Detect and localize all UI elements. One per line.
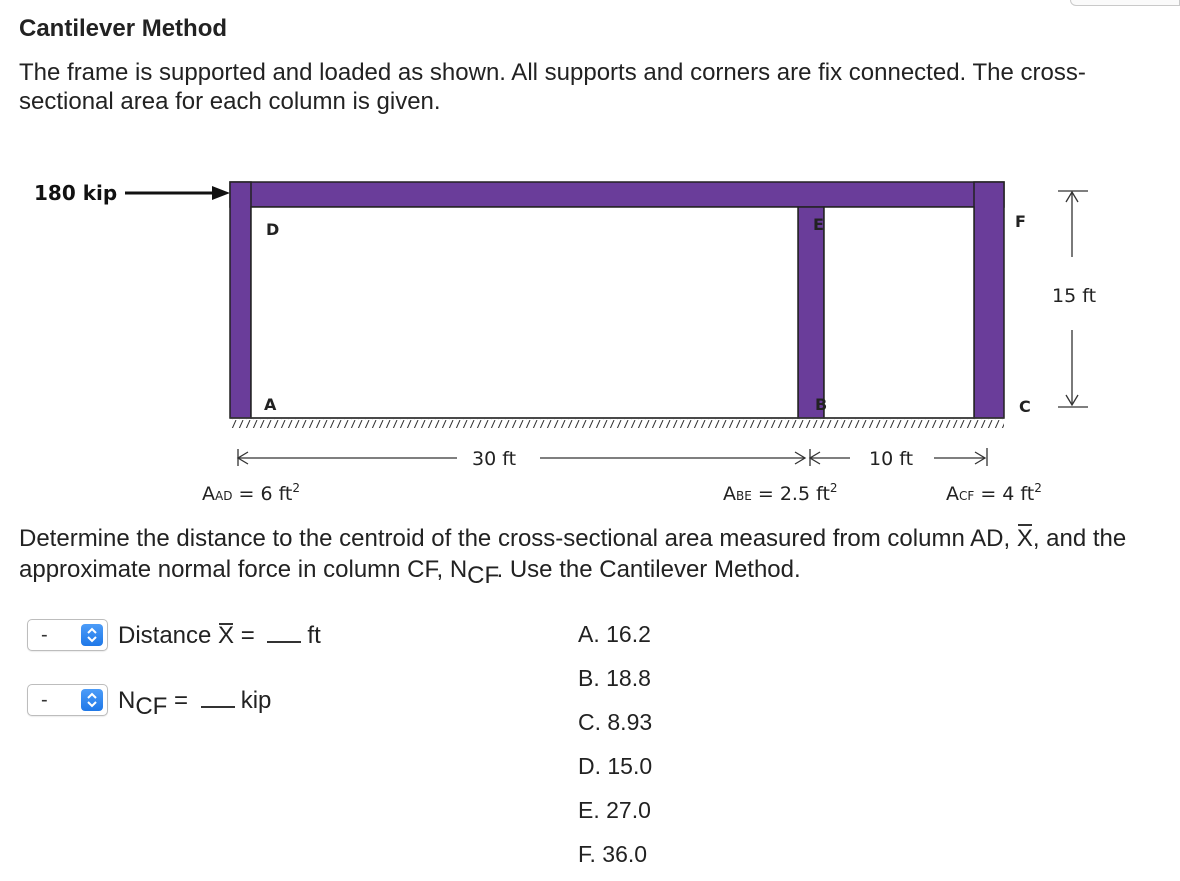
span2-label: 10 ft [869, 448, 914, 470]
ncf-blank [201, 686, 235, 708]
frame-diagram [0, 170, 1180, 515]
distance-answer-label: Distance X = ft [118, 621, 321, 649]
column-AD [230, 182, 251, 418]
node-C: C [1019, 397, 1031, 416]
node-D: D [266, 220, 280, 239]
select-stepper-icon [81, 689, 103, 711]
load-label: 180 kip [34, 181, 118, 205]
column-CF [974, 182, 1004, 418]
node-B: B [815, 395, 828, 414]
load-arrowhead [212, 186, 230, 200]
answer-options [578, 617, 652, 881]
option-f: F. 36.0 [578, 841, 648, 867]
ground-hatch [230, 419, 1004, 428]
x-bar-symbol: X [1016, 525, 1033, 552]
area-BE-label: ABE = 2.5 $ft^2$ [723, 481, 838, 505]
area-AD-label: AAD = 6 $ft^2$ [202, 481, 301, 505]
ncf-answer-select[interactable]: - [27, 684, 108, 716]
area-CF-label: ACF = 4 $ft^2$ [946, 481, 1042, 505]
option-e: E. 27.0 [578, 797, 651, 823]
option-a: A. 16.2 [578, 621, 651, 647]
distance-answer-select[interactable]: - [27, 619, 108, 651]
node-A: A [264, 395, 277, 414]
answer-row-ncf [27, 683, 272, 720]
beam-DF [230, 182, 1004, 207]
node-E: E [813, 215, 824, 234]
page-title: Cantilever Method [19, 15, 228, 42]
answer-row-distance [27, 618, 321, 652]
question-text: Determine the distance to the centroid of the cross-sectional area measured from column AD, X, and the approximate normal force in column CF, NCF. Use the Cantilever Method. [19, 525, 1127, 589]
select-stepper-icon [81, 624, 103, 646]
option-d: D. 15.0 [578, 753, 653, 779]
column-BE [798, 207, 824, 418]
option-b: B. 18.8 [578, 665, 651, 691]
ncf-answer-label: NCF = kip [118, 686, 272, 720]
corner-tab [1070, 0, 1180, 6]
problem-intro: The frame is supported and loaded as shown. All supports and corners are fix connected. The cross-sectional area for each column is given. [19, 59, 1086, 115]
distance-blank [267, 621, 301, 643]
option-c: C. 8.93 [578, 709, 653, 735]
opening-right [824, 207, 974, 418]
opening-left [251, 207, 798, 418]
node-F: F [1015, 212, 1026, 231]
height-label: 15 ft [1052, 285, 1097, 307]
span1-label: 30 ft [472, 448, 517, 470]
